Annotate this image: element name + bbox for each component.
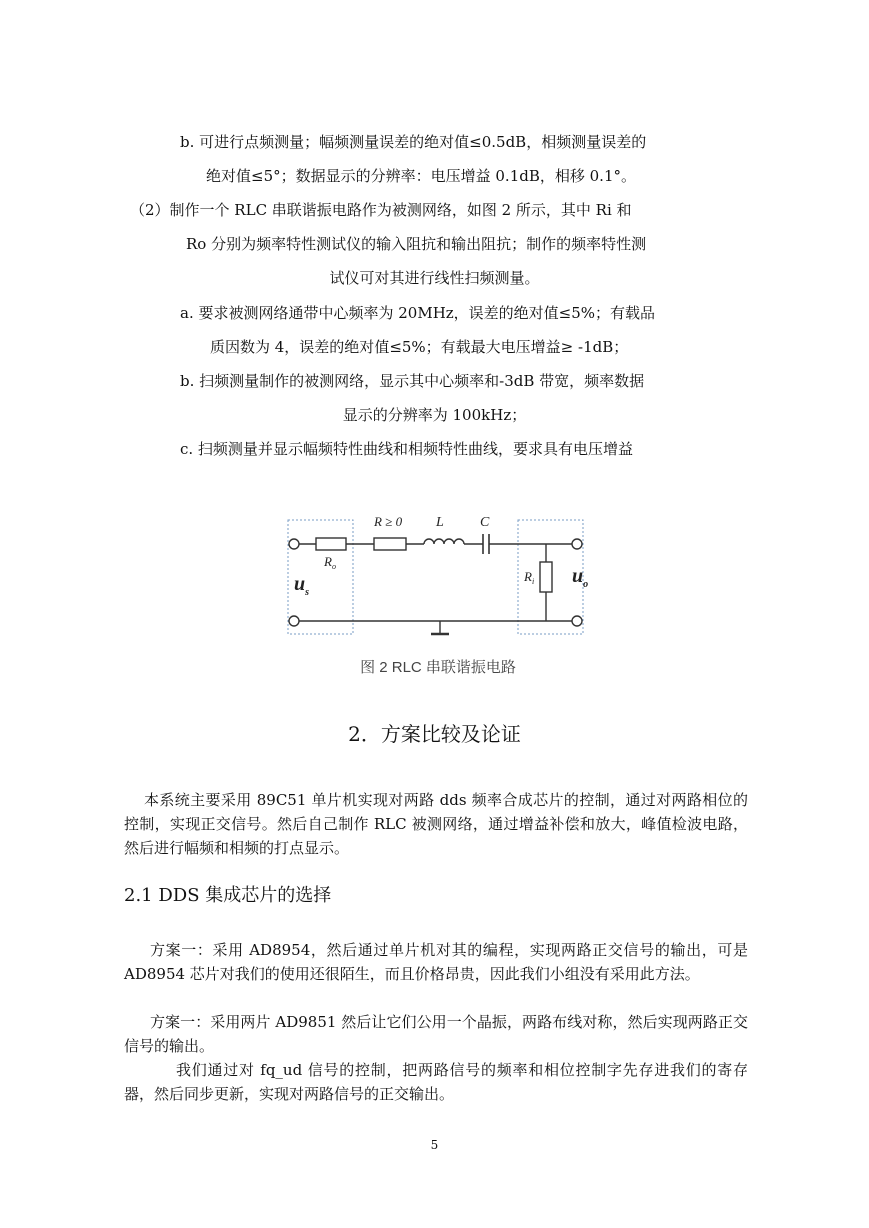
spec-b2-line1: b. 扫频测量制作的被测网络，显示其中心频率和-3dB 带宽，频率数据 (180, 372, 645, 390)
spec-item2-line2: Ro 分别为频率特性测试仪的输入阻抗和输出阻抗；制作的频率特性测 (186, 235, 647, 253)
label-r: R ≥ 0 (374, 514, 403, 529)
label-l: L (436, 515, 444, 530)
input-terminal-bottom (289, 616, 299, 626)
label-c: C (480, 515, 490, 530)
input-terminal-top (289, 539, 299, 549)
output-terminal-top (572, 539, 582, 549)
spec-a-line1: a. 要求被测网络通带中心频率为 20MHz，误差的绝对值≤5%；有载品 (180, 304, 656, 322)
page-number: 5 (430, 1138, 439, 1152)
scheme-paragraph-1: 方案一：采用 AD8954，然后通过单片机对其的编程，实现两路正交信号的输出，可是 AD8954 芯片对我们的使用还很陌生，而且价格昂贵，因此我们小组没有采用此方法。 (124, 941, 748, 983)
inductor-l (424, 539, 464, 544)
spec-b2-line2: 显示的分辨率为 100kHz； (342, 406, 527, 424)
section-title: 2．方案比较及论证 (348, 722, 521, 746)
label-ro: $R_o$ (324, 554, 336, 571)
resistor-r (374, 538, 406, 550)
spec-a-line2: 质因数为 4，误差的绝对值≤5%；有载最大电压增益≥ -1dB； (210, 338, 629, 356)
rlc-circuit-figure (268, 504, 608, 684)
label-ri: $R_i$ (524, 569, 535, 586)
output-terminal-bottom (572, 616, 582, 626)
scheme-paragraph-3: 我们通过对 fq_ud 信号的控制，把两路信号的频率和相位控制字先存进我们的寄存器，然后同步更新，实现对两路信号的正交输出。 (124, 1061, 748, 1103)
section-intro-paragraph: 本系统主要采用 89C51 单片机实现对两路 dds 频率合成芯片的控制，通过对两路相位的控制，实现正交信号。然后自己制作 RLC 被测网络，通过增益补偿和放大，峰值检波电路，然后进行幅频和相频的打点显示。 (124, 791, 748, 857)
resistor-ro (316, 538, 346, 550)
figure-caption: 图 2 RLC 串联谐振电路 (360, 659, 516, 676)
label-us: $u_s$ (294, 573, 310, 598)
spec-b1-line1: b. 可进行点频测量；幅频测量误差的绝对值≤0.5dB，相频测量误差的 (180, 133, 647, 151)
label-uo: $u_o$ (572, 565, 589, 590)
spec-item2-line3: 试仪可对其进行线性扫频测量。 (329, 269, 540, 287)
spec-item2-line1: （2）制作一个 RLC 串联谐振电路作为被测网络，如图 2 所示，其中 Ri 和 (130, 201, 632, 219)
spec-b1-line2: 绝对值≤5°；数据显示的分辨率：电压增益 0.1dB，相移 0.1°。 (206, 167, 636, 185)
scheme-paragraph-2: 方案一：采用两片 AD9851 然后让它们公用一个晶振，两路布线对称，然后实现两路正交信号的输出。 (124, 1013, 748, 1055)
rlc-circuit-diagram (268, 504, 608, 684)
spec-c-line1: c. 扫频测量并显示幅频特性曲线和相频特性曲线，要求具有电压增益 (180, 440, 633, 458)
resistor-ri (540, 562, 552, 592)
subsection-title: 2.1 DDS 集成芯片的选择 (124, 885, 332, 906)
